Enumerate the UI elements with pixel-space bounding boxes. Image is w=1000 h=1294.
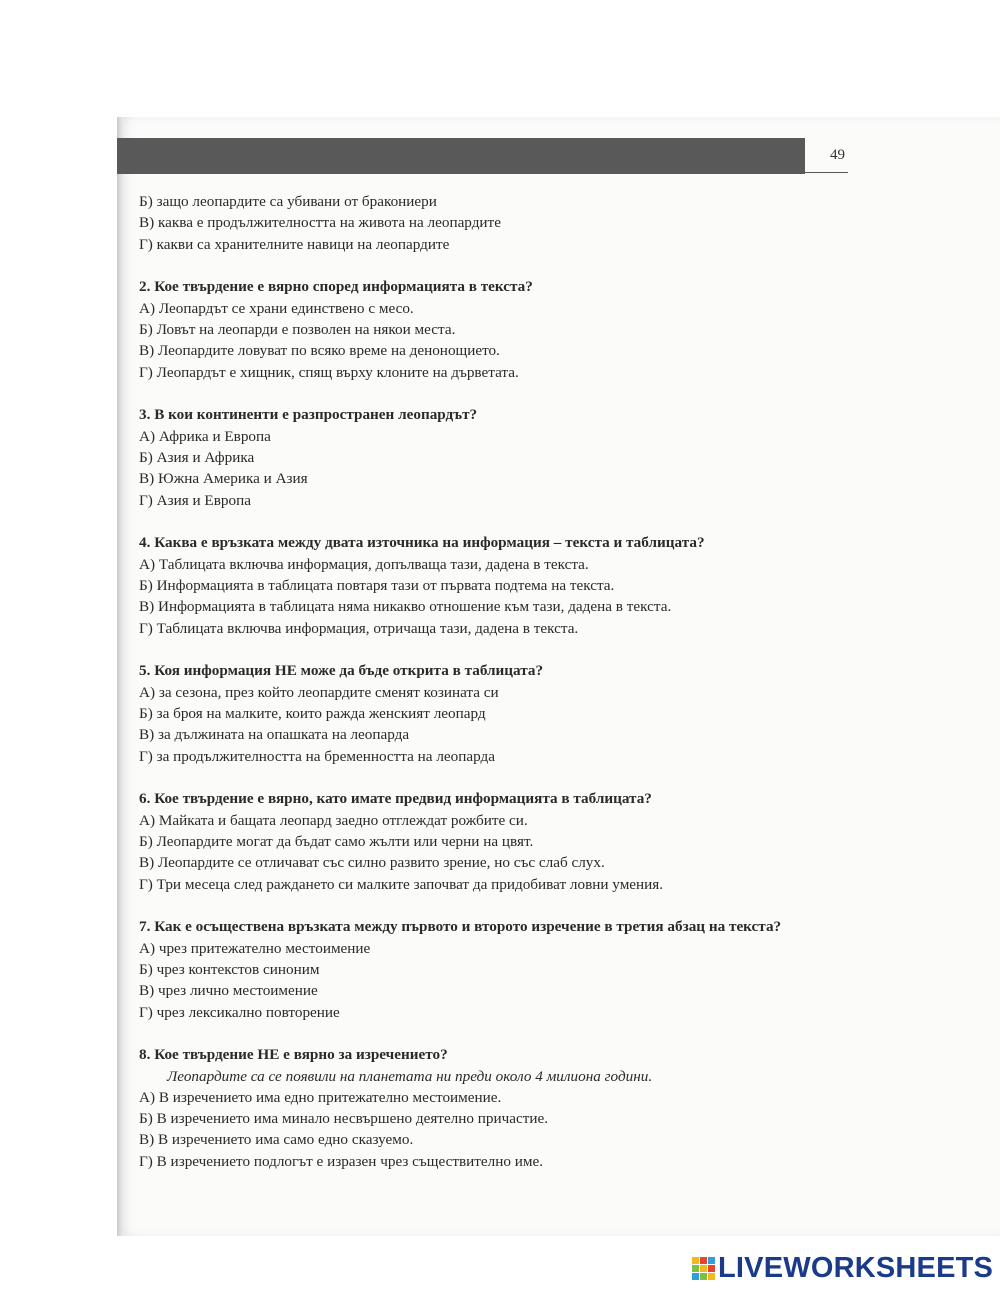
page-number: 49 xyxy=(830,147,845,163)
logo-block xyxy=(700,1257,707,1264)
option-b: Б) защо леопардите са убивани от бракониери xyxy=(139,193,437,210)
option-a: А) Леопардът се храни единствено с месо. xyxy=(139,299,414,317)
option-v: В) Информацията в таблицата няма никакво отношение към тази, дадена в текста. xyxy=(139,598,672,616)
logo-block xyxy=(708,1257,715,1264)
logo-block xyxy=(692,1273,699,1280)
option-g: Г) Азия и Европа xyxy=(139,491,251,509)
question-6 xyxy=(139,788,859,894)
question-3-title: 3. В кои континенти е разпространен леопардът? xyxy=(139,406,478,424)
question-2 xyxy=(139,276,859,382)
option-g: Г) Леопардът е хищник, спящ върху клоните на дърветата. xyxy=(139,363,519,381)
question-list xyxy=(139,191,859,1172)
logo-block xyxy=(708,1273,715,1280)
option-v: В) чрез лично местоимение xyxy=(139,982,318,1000)
question-4-title: 4. Каква е връзката между двата източника на информация – текста и таблицата? xyxy=(139,534,705,552)
logo-block xyxy=(700,1265,707,1272)
option-g: Г) за продължителността на бременността на леопарда xyxy=(139,747,495,765)
question-8 xyxy=(139,1044,859,1172)
option-g: Г) В изречението подлогът е изразен чрез съществително име. xyxy=(139,1152,544,1170)
logo-block xyxy=(708,1265,715,1272)
question-4 xyxy=(139,532,859,638)
option-v: В) за дължината на опашката на леопарда xyxy=(139,726,410,744)
logo-text: LIVEWORKSHEETS xyxy=(718,1251,994,1284)
question-5-title: 5. Коя информация НЕ може да бъде открита в таблицата? xyxy=(139,662,544,680)
option-v: В) Леопардите се отличават със силно развито зрение, но със слаб слух. xyxy=(139,854,605,872)
question-3 xyxy=(139,404,859,510)
option-b: Б) Леопардите могат да бъдат само жълти или черни на цвят. xyxy=(139,832,534,850)
option-b: Б) Азия и Африка xyxy=(139,448,255,466)
option-a: А) Таблицата включва информация, допълваща тази, дадена в текста. xyxy=(139,555,589,573)
question-7 xyxy=(139,916,859,1022)
option-v: В) Леопардите ловуват по всяко време на денонощието. xyxy=(139,342,500,360)
question-6-title: 6. Кое твърдение е вярно, като имате предвид информацията в таблицата? xyxy=(139,790,652,808)
page-number-rule xyxy=(805,172,848,173)
option-v: В) Южна Америка и Азия xyxy=(139,470,308,488)
question-8-title: 8. Кое твърдение НЕ е вярно за изречението? xyxy=(139,1046,448,1064)
option-b: Б) Ловът на леопарди е позволен на някои места. xyxy=(139,320,456,338)
option-g: Г) чрез лексикално повторение xyxy=(139,1003,340,1021)
option-b: Б) за броя на малките, които ражда женският леопард xyxy=(139,704,486,722)
question-8-quoted-sentence: Леопардите са се появили на планетата ни преди около 4 милиона години. xyxy=(167,1067,653,1085)
option-b: Б) В изречението има минало несвършено деятелно причастие. xyxy=(139,1110,549,1128)
option-b: Б) чрез контекстов синоним xyxy=(139,960,320,978)
question-2-title: 2. Кое твърдение е вярно според информацията в текста? xyxy=(139,278,533,296)
option-b: Б) Информацията в таблицата повтаря тази от първата подтема на текста. xyxy=(139,576,615,594)
option-a: А) В изречението има едно притежателно местоимение. xyxy=(139,1088,502,1106)
page-edge-shadow xyxy=(117,117,123,1236)
option-g: Г) Таблицата включва информация, отричаща тази, дадена в текста. xyxy=(139,619,579,637)
logo-block xyxy=(692,1257,699,1264)
question-7-title: 7. Как е осъществена връзката между първото и второто изречение в третия абзац на текста? xyxy=(139,918,782,936)
logo-block xyxy=(700,1273,707,1280)
option-g: Г) Три месеца след раждането си малките започват да придобиват ловни умения. xyxy=(139,875,664,893)
page-header-bar xyxy=(117,138,805,174)
option-v: В) каква е продължителността на живота на леопардите xyxy=(139,214,501,232)
option-a: А) за сезона, през който леопардите сменят козината си xyxy=(139,683,499,701)
logo-block xyxy=(692,1265,699,1272)
option-g: Г) какви са хранителните навици на леопардите xyxy=(139,235,450,253)
question-5 xyxy=(139,660,859,766)
option-a: А) Майката и бащата леопард заедно отглеждат рожбите си. xyxy=(139,811,528,829)
liveworksheets-logo xyxy=(692,1252,993,1284)
logo-blocks-icon xyxy=(692,1257,715,1280)
option-v: В) В изречението има само едно сказуемо. xyxy=(139,1131,414,1149)
question-1-remaining-options xyxy=(139,191,859,255)
option-a: А) Африка и Европа xyxy=(139,427,271,445)
option-a: А) чрез притежателно местоимение xyxy=(139,939,371,957)
